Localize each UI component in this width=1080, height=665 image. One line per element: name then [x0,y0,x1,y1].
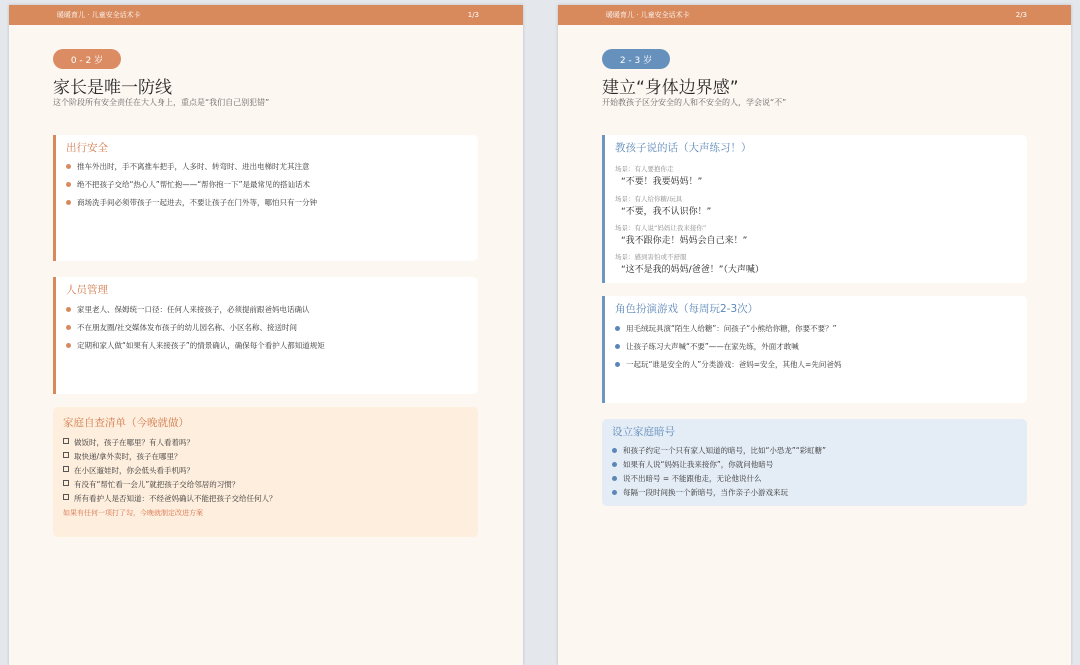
bullet-icon [66,307,71,312]
section-title: 出行安全 [66,142,108,154]
page-number: 2/3 [1015,11,1027,19]
scene-item [615,164,702,187]
checkbox-icon [63,494,69,500]
section-title: 家庭自查清单（今晚就做） [63,417,189,429]
bullet-icon [66,343,71,348]
checklist-item: 做饭时，孩子在哪里？有人看着吗？ [63,437,470,448]
brand-title: 暖暖育儿 · 儿童安全话术卡 [606,11,690,19]
bullet-icon [612,490,617,495]
checklist-item: 所有看护人是否知道：不经爸妈确认不能把孩子交给任何人？ [63,493,470,504]
age-badge: 0 - 2 岁 [53,49,121,69]
checklist-note: 如果有任何一项打了勾，今晚就制定改进方案 [63,509,203,517]
section-title: 教孩子说的话（大声练习！） [615,142,752,154]
scene-label: 场景：有人要抱你走 [615,165,674,173]
brand-title: 暖暖育儿 · 儿童安全话术卡 [57,11,141,19]
page-subtitle: 这个阶段所有安全责任在大人身上，重点是“我们自己别犯错” [53,98,270,107]
scene-quote: “不要！我要妈妈！” [621,177,703,187]
scene-label: 场景：感到害怕或不舒服 [615,253,687,261]
list-item: 说不出暗号 = 不能跟他走，无论他说什么 [612,473,1019,484]
list-item: 每隔一段时间换一个新暗号，当作亲子小游戏来玩 [612,487,1019,498]
page-2 [558,5,1071,665]
bullet-icon [66,164,71,169]
scene-label: 场景：有人说“妈妈让我来接你” [615,224,707,232]
scene-item [615,252,764,275]
page-title: 建立“身体边界感” [602,78,739,98]
checklist [63,437,470,504]
list-item: 和孩子约定一个只有家人知道的暗号，比如“小恐龙”“彩虹糖” [612,445,1019,456]
bullet-list [66,304,470,351]
section-people-management [53,277,478,394]
page-title: 家长是唯一防线 [53,78,172,98]
list-item: 如果有人说“妈妈让我来接你”，你就问他暗号 [612,459,1019,470]
section-home-checklist [53,407,478,537]
scene-quote: “不要，我不认识你！” [621,207,712,217]
list-item: 绝不把孩子交给“热心人”帮忙抱——“帮你抱一下”是最常见的搭讪话术 [66,179,470,190]
checkbox-icon [63,480,69,486]
page-header [558,5,1071,25]
list-item: 推车外出时，手不离推车把手，人多时、转弯时、进出电梯时尤其注意 [66,161,470,172]
list-item: 定期和家人做“如果有人来接孩子”的情景确认，确保每个看护人都知道规矩 [66,340,470,351]
section-travel-safety [53,135,478,261]
bullet-icon [612,462,617,467]
checkbox-icon [63,438,69,444]
list-item: 不在朋友圈/社交媒体发布孩子的幼儿园名称、小区名称、接送时间 [66,322,470,333]
list-item: 一起玩“谁是安全的人”分类游戏：爸妈=安全，其他人=先问爸妈 [615,359,1019,370]
bullet-icon [66,200,71,205]
page-subtitle: 开始教孩子区分安全的人和不安全的人，学会说“不” [602,98,787,107]
checklist-item: 取快递/拿外卖时，孩子在哪里？ [63,451,470,462]
scene-label: 场景：有人给你糖/玩具 [615,195,683,203]
section-family-password [602,419,1027,506]
list-item: 商场洗手间必须带孩子一起进去，不要让孩子在门外等，哪怕只有一分钟 [66,197,470,208]
section-role-play [602,296,1027,403]
bullet-icon [612,476,617,481]
scene-item [615,194,711,217]
checkbox-icon [63,466,69,472]
section-title: 人员管理 [66,284,108,296]
age-badge: 2 - 3 岁 [602,49,670,69]
bullet-icon [66,325,71,330]
page-header [9,5,523,25]
scene-quote: “我不跟你走！妈妈会自己来！” [621,236,748,246]
bullet-icon [615,326,620,331]
bullet-icon [615,362,620,367]
bullet-icon [66,182,71,187]
scene-item [615,223,747,246]
checklist-item: 有没有“帮忙看一会儿”就把孩子交给邻居的习惯？ [63,479,470,490]
checkbox-icon [63,452,69,458]
scene-quote: “这不是我的妈妈/爸爸！”（大声喊） [621,265,764,275]
bullet-list [615,323,1019,370]
section-title: 设立家庭暗号 [612,426,675,438]
bullet-list [612,445,1019,498]
page-1 [9,5,523,665]
checklist-item: 在小区遛娃时，你会低头看手机吗？ [63,465,470,476]
section-title: 角色扮演游戏（每周玩2-3次） [615,303,759,315]
section-phrases [602,135,1027,283]
page-number: 1/3 [467,11,479,19]
list-item: 让孩子练习大声喊“不要”——在家先练，外面才敢喊 [615,341,1019,352]
bullet-list [66,161,470,208]
bullet-icon [612,448,617,453]
list-item: 用毛绒玩具演“陌生人给糖”：问孩子“小熊给你糖，你要不要？” [615,323,1019,334]
list-item: 家里老人、保姆统一口径：任何人来接孩子，必须提前跟爸妈电话确认 [66,304,470,315]
bullet-icon [615,344,620,349]
